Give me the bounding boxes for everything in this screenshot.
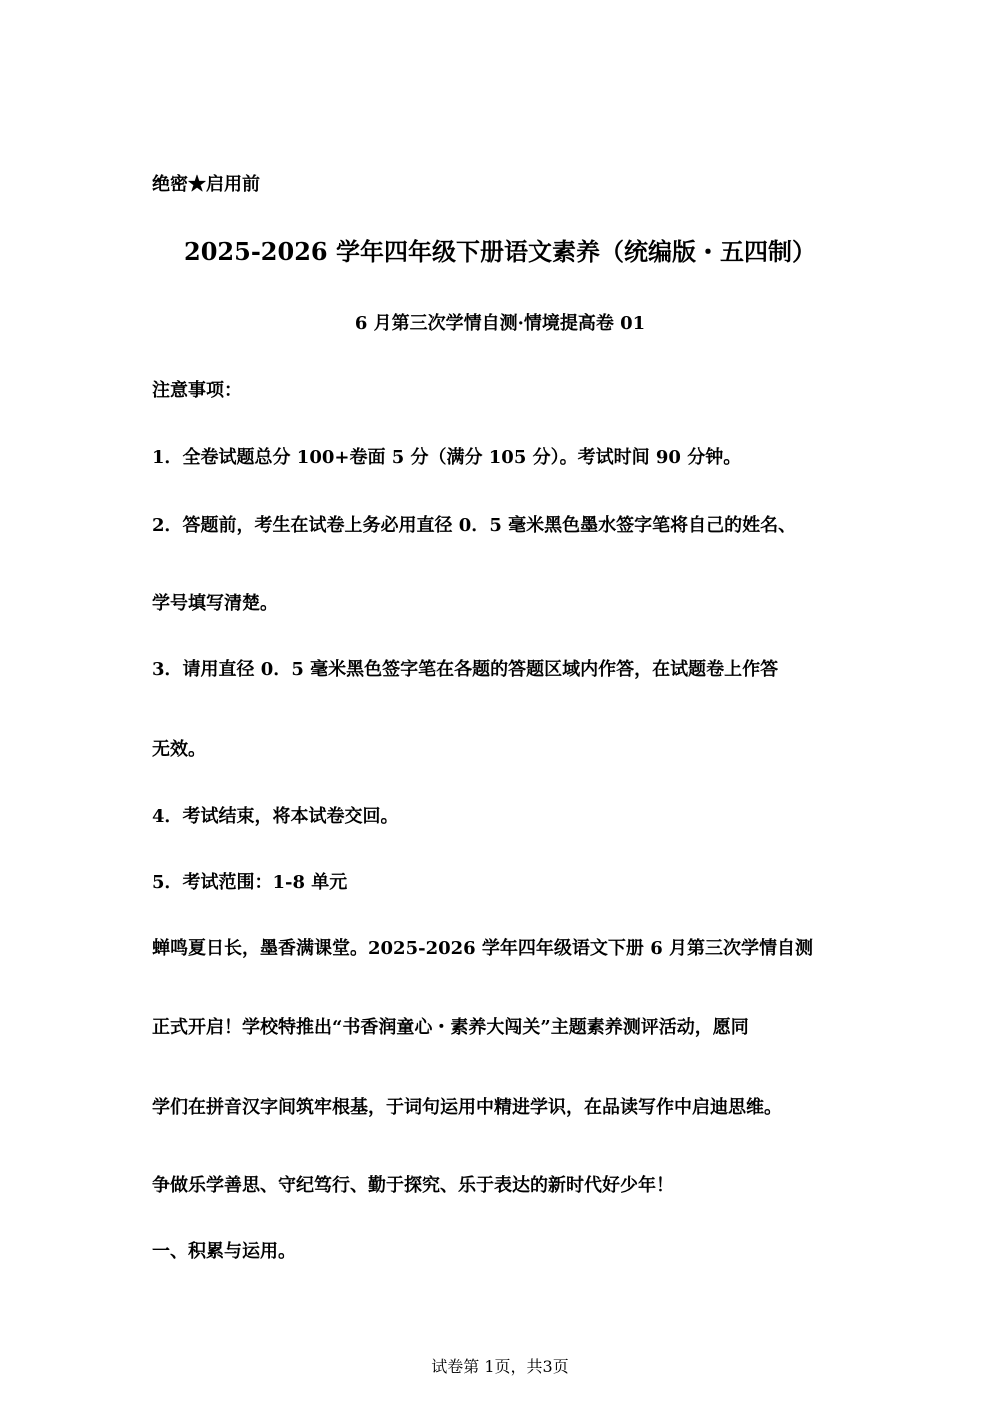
intro-line: 蝉鸣夏日长，墨香满课堂。2025-2026 学年四年级语文下册 6 月第三次学情自测 — [152, 938, 813, 959]
intro-line: 争做乐学善思、守纪笃行、勤于探究、乐于表达的新时代好少年！ — [152, 1175, 674, 1196]
notice-item: 2．答题前，考生在试卷上务必用直径 0．5 毫米黑色墨水签字笔将自己的姓名、 — [152, 515, 797, 536]
notice-item: 1．全卷试题总分 100+卷面 5 分（满分 105 分）。考试时间 90 分钟。 — [152, 447, 742, 468]
intro-line: 学们在拼音汉字间筑牢根基，于词句运用中精进学识，在品读写作中启迪思维。 — [152, 1097, 782, 1118]
exam-title: 2025-2026 学年四年级下册语文素养（统编版・五四制） — [184, 237, 816, 266]
confidential-label: 绝密★启用前 — [152, 174, 260, 195]
section-heading: 一、积累与运用。 — [152, 1241, 296, 1262]
exam-subtitle: 6 月第三次学情自测·情境提高卷 01 — [354, 313, 646, 334]
notice-item-continuation: 学号填写清楚。 — [152, 593, 278, 614]
notice-item: 4．考试结束，将本试卷交回。 — [152, 806, 399, 827]
notice-item: 5．考试范围：1-8 单元 — [152, 872, 348, 893]
notice-heading: 注意事项： — [152, 380, 242, 401]
notice-item: 3．请用直径 0．5 毫米黑色签字笔在各题的答题区域内作答，在试题卷上作答 — [152, 659, 779, 680]
notice-item-continuation: 无效。 — [152, 739, 206, 760]
page-footer: 试卷第 1页，共3页 — [431, 1357, 569, 1376]
intro-line: 正式开启！学校特推出“书香润童心・素养大闯关”主题素养测评活动，愿同 — [152, 1017, 749, 1038]
